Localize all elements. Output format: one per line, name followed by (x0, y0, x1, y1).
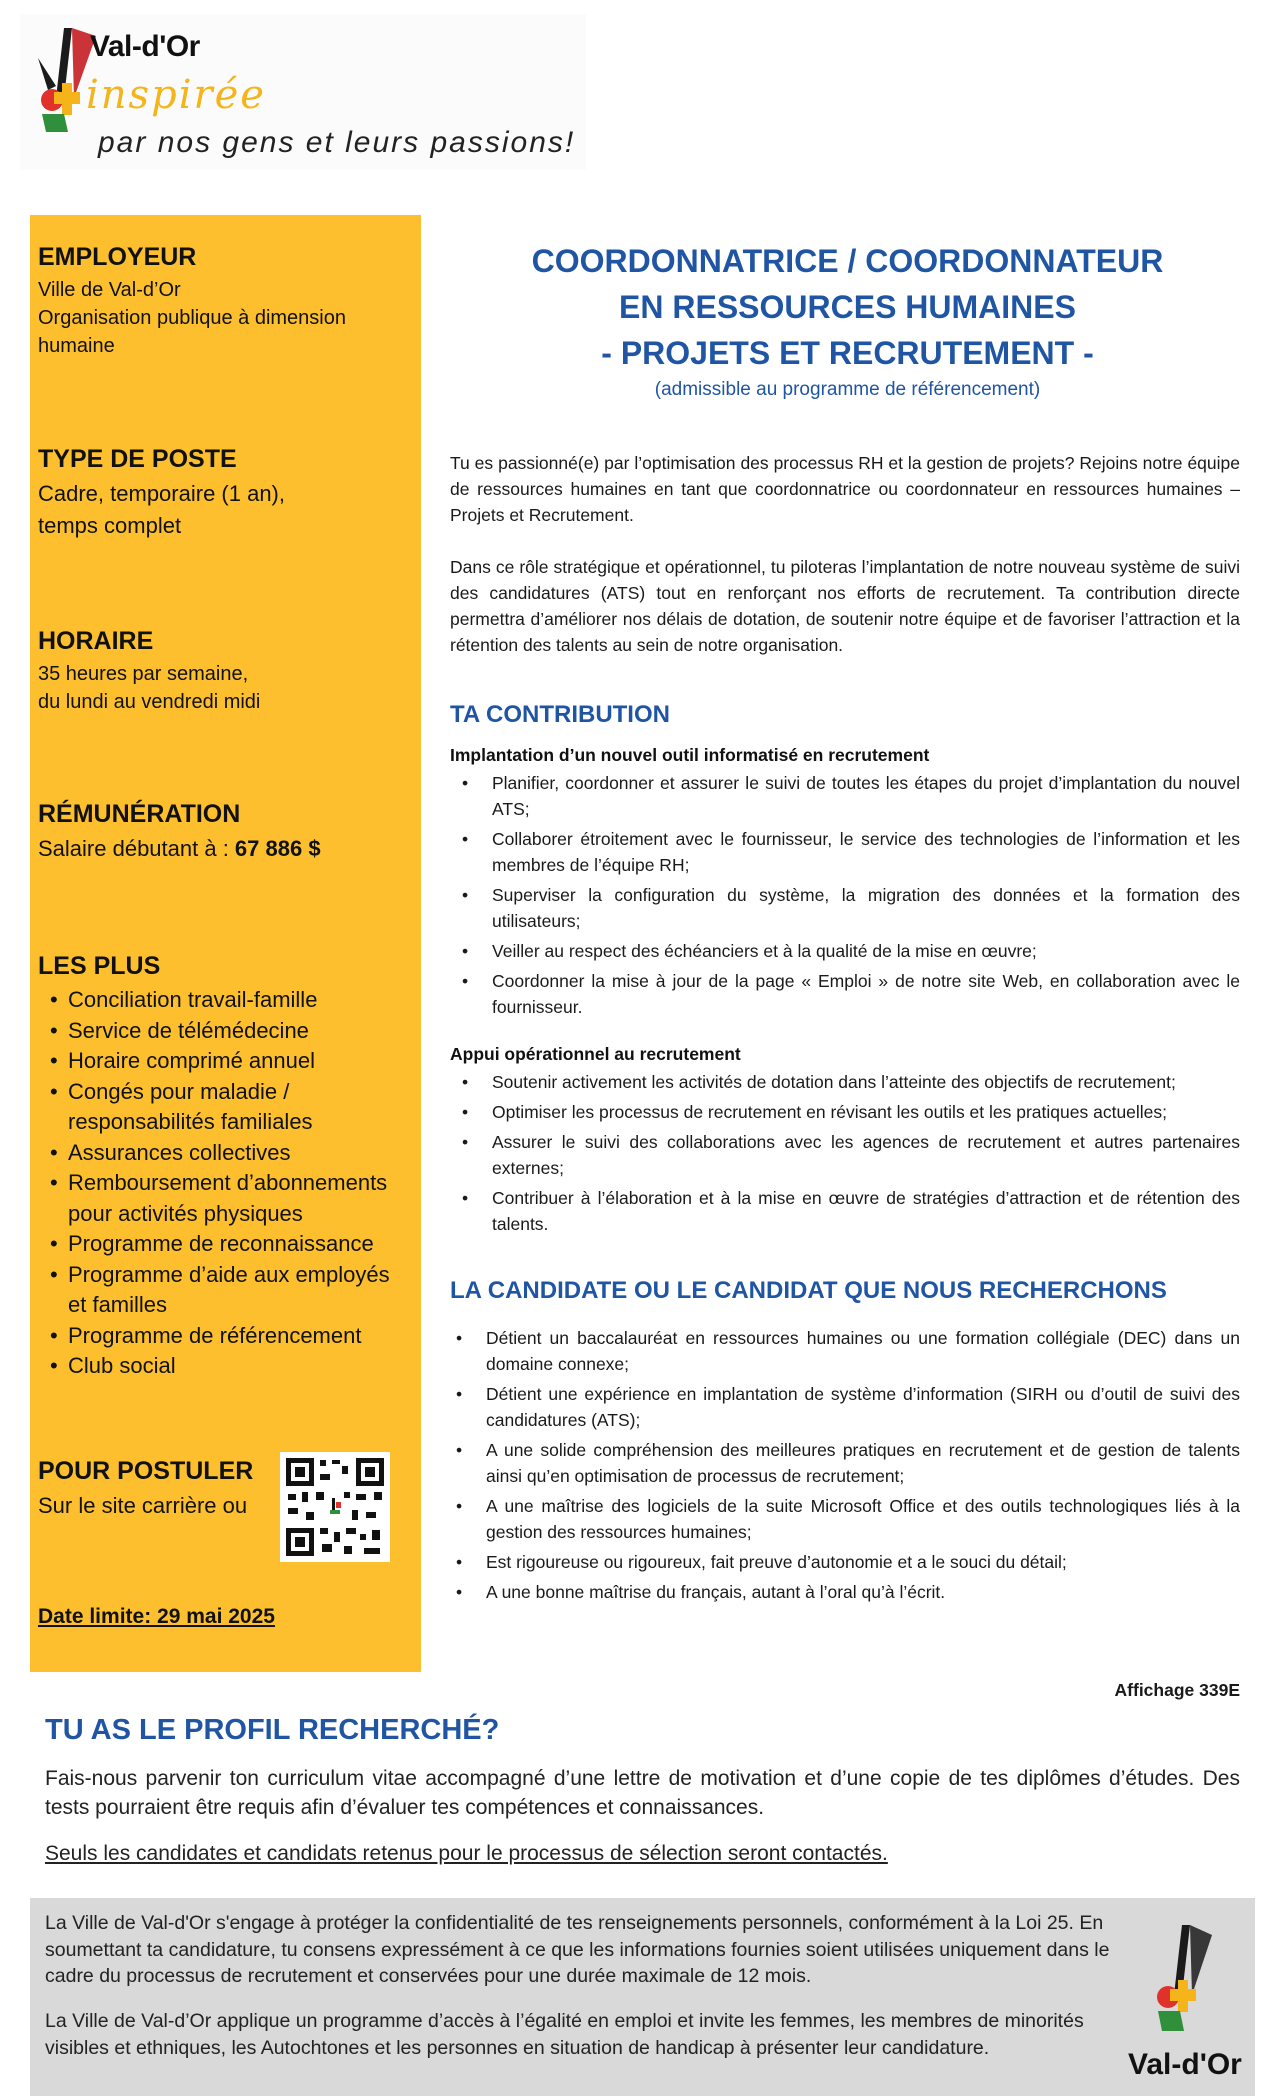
qr-code-icon[interactable] (280, 1452, 390, 1562)
job-title-line3: - PROJETS ET RECRUTEMENT - (601, 335, 1094, 371)
candidate-list (444, 1325, 1240, 1605)
logo-tagline: par nos gens et leurs passions! (98, 126, 576, 159)
post-type-line2: temps complet (38, 513, 182, 538)
deadline-date: Date limite: 29 mai 2025 (38, 1605, 275, 1628)
legal-footer (30, 1898, 1255, 2096)
employer-block (38, 243, 411, 360)
apply-block (38, 1457, 271, 1522)
list-item: • Contribuer à l’élaboration et à la mise en œuvre de stratégies d’attraction et de rétention des talents. (450, 1185, 1240, 1237)
list-item: • Collaborer étroitement avec le fournisseur, le service des technologies de l’information et les membres de l’équipe RH; (450, 826, 1240, 878)
perk-item: • Assurances collectives (38, 1138, 411, 1169)
profile-note: Seuls les candidates et candidats retenus pour le processus de sélection seront contactés. (45, 1842, 888, 1865)
intro-paragraph-1: Tu es passionné(e) par l’optimisation des processus RH et la gestion de projets? Rejoins notre équipe de ressources humaines en tant que coordonnatrice ou coordonnateur en ressources humaines – Projets et Recrutement. (450, 453, 1240, 525)
list-item: • Soutenir activement les activités de dotation dans l’atteinte des objectifs de recrutement; (450, 1069, 1240, 1095)
apply-heading: POUR POSTULER (38, 1457, 254, 1485)
contribution-heading: TA CONTRIBUTION (450, 701, 670, 728)
employer-description: Organisation publique à dimension humaine (38, 307, 346, 357)
perk-item: • Programme d’aide aux employés et familles (38, 1260, 411, 1321)
apply-text: Sur le site carrière ou (38, 1493, 248, 1518)
salary-prefix: Salaire débutant à : (38, 836, 235, 861)
equal-opportunity-notice: La Ville de Val-d’Or applique un programme d’accès à l’égalité en emploi et invite les femmes, les membres de minorités visibles et ethniques, les Autochtones et les personnes en situation de handicap à présenter leur candidature. (45, 2010, 1084, 2059)
privacy-notice: La Ville de Val-d'Or s'engage à protéger la confidentialité de tes renseignements personnels, conformément à la Loi 25. En soumettant ta candidature, tu consens expressément à ce que les informations fournies soient utilisées uniquement dans le cadre du processus de recrutement et conservées pour une durée maximale de 12 mois. (45, 1912, 1110, 1987)
logo-city-name: Val-d'Or (90, 30, 200, 63)
job-title (440, 238, 1255, 404)
schedule-heading: HORAIRE (38, 627, 154, 655)
profile-text: Fais-nous parvenir ton curriculum vitae accompagné d’une lettre de motivation et d’une copie de tes diplômes d’études. Des tests pourraient être requis afin d’évaluer tes compétences et connaissances. (45, 1767, 1240, 1819)
salary-line (38, 833, 411, 865)
contribution-group2-title: Appui opérationnel au recrutement (450, 1044, 741, 1064)
footer-logo-city: Val-d'Or (1128, 2048, 1242, 2081)
salary-heading: RÉMUNÉRATION (38, 800, 241, 828)
header-logo (20, 14, 586, 170)
perk-item: • Congés pour maladie / responsabilités familiales (38, 1077, 411, 1138)
employer-name: Ville de Val-d’Or (38, 279, 181, 301)
schedule-line2: du lundi au vendredi midi (38, 691, 261, 713)
perks-block (38, 952, 411, 1382)
perk-item: • Service de télémédecine (38, 1016, 411, 1047)
list-item: • Détient une expérience en implantation de système d’information (SIRH ou d’outil de suivi des candidatures (ATS); (444, 1381, 1240, 1433)
salary-amount: 67 886 $ (234, 836, 321, 861)
contribution-group1-title: Implantation d’un nouvel outil informatisé en recrutement (450, 745, 930, 765)
candidate-heading: LA CANDIDATE OU LE CANDIDAT QUE NOUS RECHERCHONS (450, 1277, 1167, 1304)
job-title-subtitle: (admissible au programme de référencement) (654, 379, 1041, 400)
perk-item: • Programme de référencement (38, 1321, 411, 1352)
list-item: • Veiller au respect des échéanciers et à la qualité de la mise en œuvre; (450, 938, 1240, 964)
perk-item: • Horaire comprimé annuel (38, 1046, 411, 1077)
list-item: • Assurer le suivi des collaborations avec les agences de recrutement et autres partenaires externes; (450, 1129, 1240, 1181)
list-item: • Superviser la configuration du système, la migration des données et la formation des utilisateurs; (450, 882, 1240, 934)
list-item: • Planifier, coordonner et assurer le suivi de toutes les étapes du projet d’implantation du nouvel ATS; (450, 770, 1240, 822)
post-type-block (38, 445, 411, 542)
perk-item: • Club social (38, 1351, 411, 1382)
list-item: • A une bonne maîtrise du français, autant à l’oral qu’à l’écrit. (444, 1579, 1240, 1605)
job-title-line1: COORDONNATRICE / COORDONNATEUR (531, 243, 1164, 279)
main-content (450, 450, 1240, 1609)
employer-heading: EMPLOYEUR (38, 243, 197, 271)
profile-heading: TU AS LE PROFIL RECHERCHÉ? (45, 1714, 500, 1746)
list-item: • A une solide compréhension des meilleures pratiques en recrutement et de gestion de talents ainsi qu’en optimisation de processus de recrutement; (444, 1437, 1240, 1489)
logo-inspired: inspirée (86, 72, 266, 118)
deadline-block (38, 1605, 411, 1629)
perk-item: • Programme de reconnaissance (38, 1229, 411, 1260)
list-item: • Optimiser les processus de recrutement en révisant les outils et les pratiques actuelles; (450, 1099, 1240, 1125)
schedule-line1: 35 heures par semaine, (38, 663, 249, 685)
intro-paragraph-2: Dans ce rôle stratégique et opérationnel, tu piloteras l’implantation de notre nouveau système de suivi des candidatures (ATS) tout en renforçant nos efforts de recrutement. Ta contribution directe permettra d’améliorer nos délais de dotation, de soutenir notre équipe et de favoriser l’attraction et la rétention des talents au sein de notre organisation. (450, 557, 1240, 655)
job-title-line2: EN RESSOURCES HUMAINES (619, 289, 1076, 325)
list-item: • Détient un baccalauréat en ressources humaines ou une formation collégiale (DEC) dans un domaine connexe; (444, 1325, 1240, 1377)
list-item: • Coordonner la mise à jour de la page « Emploi » de notre site Web, en collaboration avec le fournisseur. (450, 968, 1240, 1020)
list-item: • Est rigoureuse ou rigoureux, fait preuve d’autonomie et a le souci du détail; (444, 1549, 1240, 1575)
perk-item: • Conciliation travail-famille (38, 985, 411, 1016)
city-logo-icon (1148, 1920, 1218, 2040)
posting-reference: Affichage 339E (1114, 1680, 1240, 1700)
info-sidebar (30, 215, 421, 1672)
post-type-heading: TYPE DE POSTE (38, 445, 237, 473)
perks-list (38, 985, 411, 1382)
contribution-group1-list (450, 770, 1240, 1020)
schedule-block (38, 627, 411, 716)
perk-item: • Remboursement d’abonnements pour activités physiques (38, 1168, 411, 1229)
perks-heading: LES PLUS (38, 952, 161, 980)
contribution-group2-list (450, 1069, 1240, 1237)
salary-block (38, 800, 411, 865)
list-item: • A une maîtrise des logiciels de la suite Microsoft Office et des outils technologiques liés à la gestion des ressources humaines; (444, 1493, 1240, 1545)
post-type-line1: Cadre, temporaire (1 an), (38, 481, 285, 506)
